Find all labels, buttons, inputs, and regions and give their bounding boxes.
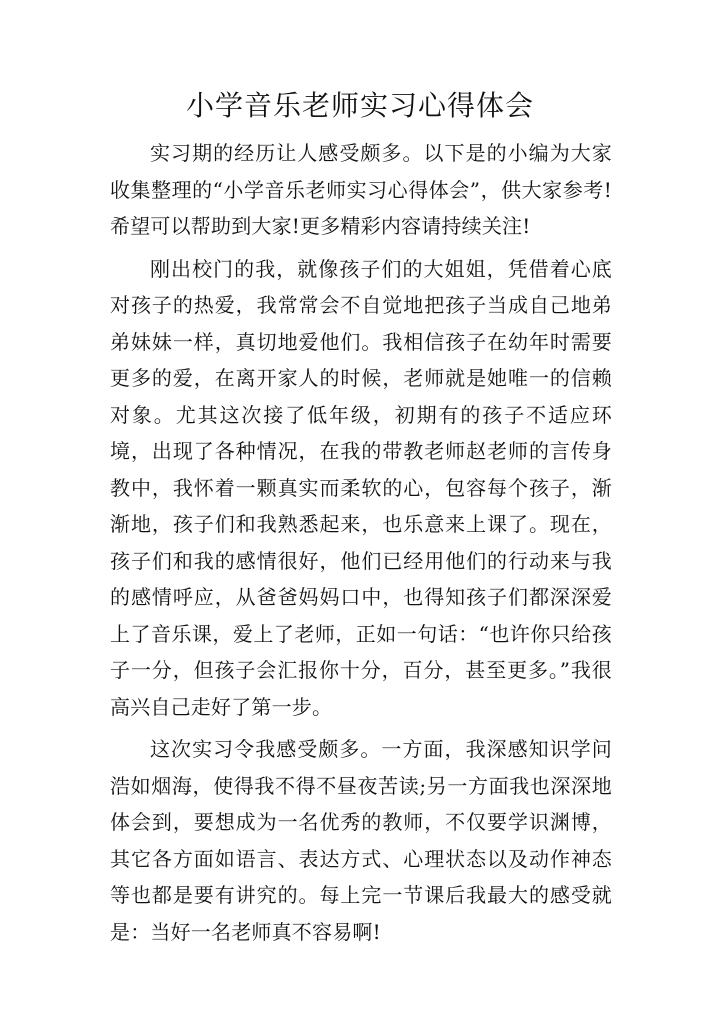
paragraph-intro: 实习期的经历让人感受颇多。以下是的小编为大家收集整理的“小学音乐老师实习心得体会”，供大家参考!希望可以帮助到大家!更多精彩内容请持续关注! bbox=[110, 141, 612, 238]
document-body bbox=[110, 135, 612, 956]
paragraph-experience: 刚出校门的我，就像孩子们的大姐姐，凭借着心底对孩子的热爱，我常常会不自觉地把孩子当成自己地弟弟妹妹一样，真切地爱他们。我相信孩子在幼年时需要更多的爱，在离开家人的时候，老师就是她唯一的信赖对象。尤其这次接了低年级，初期有的孩子不适应环境，出现了各种情况，在我的带教老师赵老师的言传身教中，我怀着一颗真实而柔软的心，包容每个孩子，渐渐地，孩子们和我熟悉起来，也乐意来上课了。现在，孩子们和我的感情很好，他们已经用他们的行动来与我的感情呼应，从爸爸妈妈口中，也得知孩子们都深深爱上了音乐课，爱上了老师，正如一句话：“也许你只给孩子一分，但孩子会汇报你十分，百分，甚至更多。”我很高兴自己走好了第一步。 bbox=[110, 256, 612, 719]
paragraph-reflection: 这次实习令我感受颇多。一方面，我深感知识学问浩如烟海，使得我不得不昼夜苦读;另一方面我也深深地体会到，要想成为一名优秀的教师，不仅要学识渊博，其它各方面如语言、表达方式、心理状态以及动作神态等也都是要有讲究的。每上完一节课后我最大的感受就是：当好一名老师真不容易啊! bbox=[110, 737, 612, 944]
document-title: 小学音乐老师实习心得体会 bbox=[185, 89, 534, 122]
